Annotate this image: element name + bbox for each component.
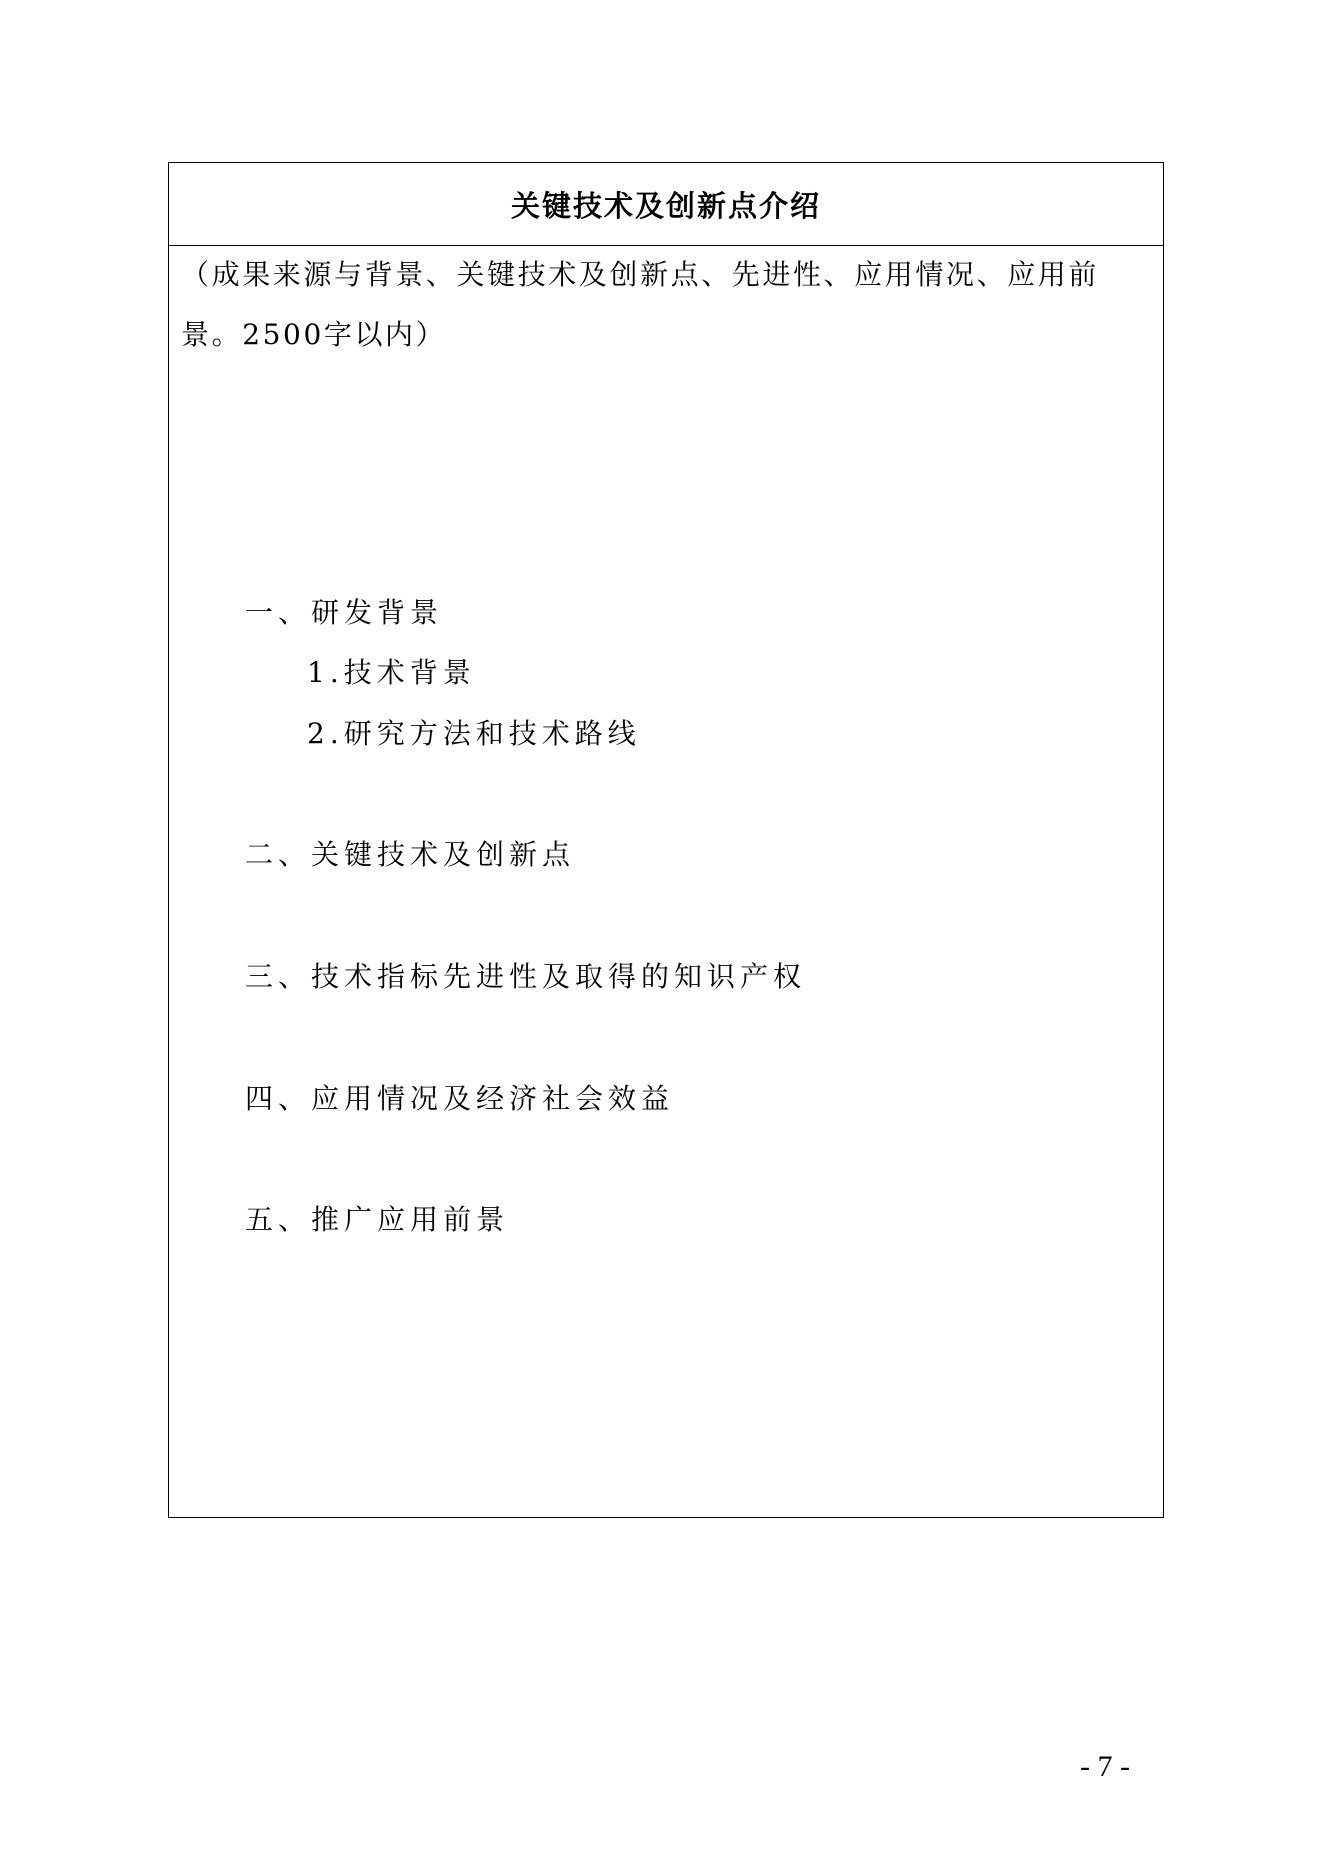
- table-body-cell: [169, 245, 1163, 1517]
- subsection-item-2: 2.研究方法和技术路线: [307, 717, 641, 750]
- page-number: - 7 -: [1080, 1750, 1130, 1783]
- section-heading-2: 二、关键技术及创新点: [245, 838, 576, 871]
- subsection-item-1: 1.技术背景: [307, 656, 476, 689]
- instructions-note: （成果来源与背景、关键技术及创新点、先进性、应用情况、应用前景。2500字以内）: [181, 258, 1100, 351]
- section-heading-1: 一、研发背景: [245, 596, 444, 629]
- form-table: [168, 162, 1164, 1518]
- section-heading-3: 三、技术指标先进性及取得的知识产权: [245, 960, 807, 993]
- table-header-row: [169, 163, 1163, 246]
- section-heading-4: 四、应用情况及经济社会效益: [245, 1082, 675, 1115]
- section-heading-5: 五、推广应用前景: [245, 1203, 510, 1236]
- table-title: 关键技术及创新点介绍: [510, 188, 821, 223]
